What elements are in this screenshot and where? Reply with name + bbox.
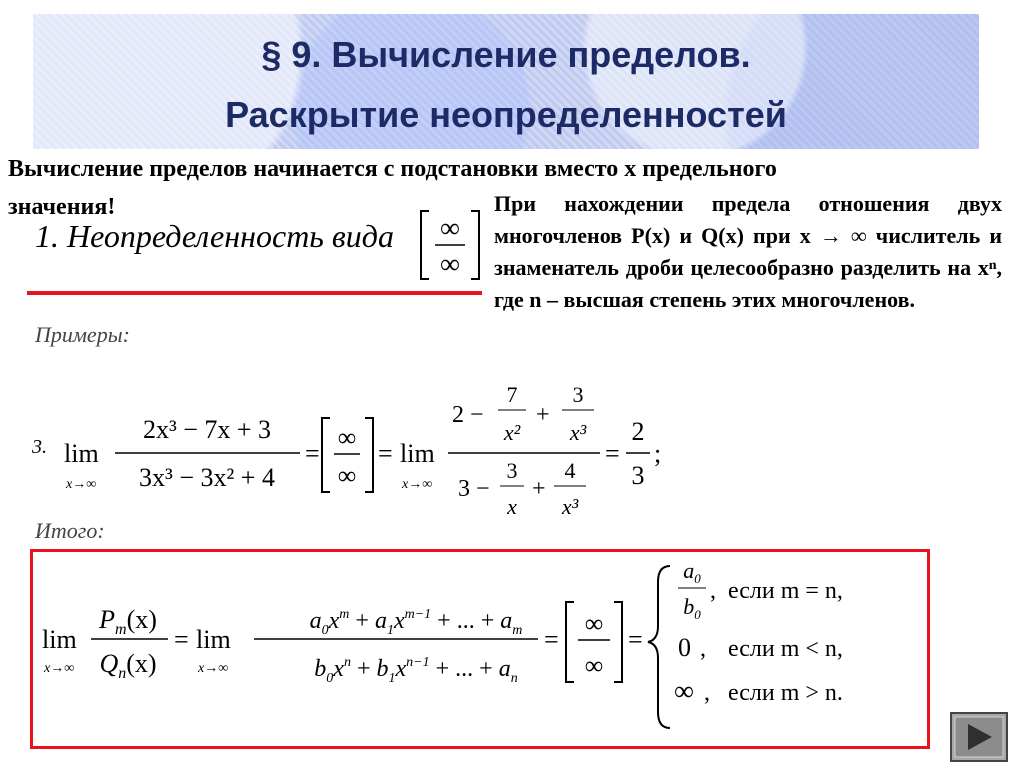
case3-condition: если m > n. [728, 680, 843, 706]
example-numerator: 2x³ − 7x + 3 [142, 415, 272, 444]
title-banner [33, 14, 979, 149]
svg-text:7: 7 [506, 382, 518, 407]
svg-text:b0xn + b1xn−1 + ... + an: $b_0x^n + b_1x^{n-1}$ + ... + $a_n$ [314, 655, 518, 686]
svg-text:x: x [507, 494, 517, 519]
svg-text:2 −: 2 − [452, 402, 484, 428]
intro-line2: значения! [8, 194, 116, 220]
svg-text:x³: x³ [561, 494, 579, 519]
svg-text:=: = [544, 625, 559, 654]
play-triangle-icon [950, 712, 1008, 762]
indeterminate-form-bracket [415, 205, 485, 285]
section-heading: 1. Неопределенность вида [35, 218, 394, 254]
red-underline [27, 291, 482, 295]
svg-text:,: , [700, 636, 706, 662]
svg-text:x→∞: x→∞ [44, 661, 75, 676]
intro-text [8, 153, 1018, 220]
svg-text:∞: ∞ [584, 609, 604, 638]
svg-text:∞: ∞ [584, 651, 604, 680]
svg-text:3: 3 [572, 382, 584, 407]
svg-text:3: 3 [631, 461, 645, 490]
svg-text:3: 3 [506, 458, 518, 483]
lim-sub: x→∞ [66, 477, 97, 492]
lim-text: lim [64, 439, 99, 468]
svg-text:b0: $b_0$ [683, 594, 701, 622]
svg-text:2: 2 [631, 417, 645, 446]
svg-text:x³: x³ [569, 420, 587, 445]
case2-condition: если m < n, [728, 636, 843, 662]
svg-text:,: , [710, 578, 716, 604]
equals-1: = [305, 439, 320, 468]
svg-text:=: = [605, 439, 620, 468]
summary-formula [36, 552, 916, 746]
svg-text:∞: ∞ [674, 676, 694, 707]
svg-text:+: + [536, 402, 550, 428]
svg-text:Qn(x): $Q_n(x)$ [99, 649, 157, 682]
example-formula [60, 380, 680, 530]
svg-text:lim: lim [42, 625, 77, 654]
page-title-line1: § 9. Вычисление пределов. [261, 34, 751, 75]
bracket-numerator: ∞ [440, 213, 460, 244]
svg-text:∞: ∞ [337, 423, 357, 452]
svg-text:x²: x² [503, 420, 521, 445]
svg-text:Pm(x): $P_m(x)$ [99, 605, 157, 638]
example-denominator: 3x³ − 3x² + 4 [139, 463, 275, 492]
svg-text:4: 4 [564, 458, 576, 483]
svg-text:,: , [704, 680, 710, 706]
svg-text:lim: lim [196, 625, 231, 654]
svg-text:x→∞: x→∞ [198, 661, 229, 676]
svg-text:=: = [174, 625, 189, 654]
examples-label: Примеры: [35, 322, 130, 347]
case1-condition: если m = n, [728, 578, 843, 604]
next-slide-button[interactable] [950, 712, 1008, 762]
svg-text:a0xm + a1xm−1 + ... + am: $a_0x^m + a_1x^{m-1}$ + ... + $a_m$ [309, 607, 523, 638]
method-note: При нахождении предела отношения двух многочленов P(x) и Q(x) при x → ∞ числитель и знаменатель дроби целесообразно разделить на xⁿ, где n – высшая степень этих многочленов. [494, 191, 1002, 312]
svg-text:=: = [378, 439, 393, 468]
svg-text:+: + [532, 476, 546, 502]
page-title-line2: Раскрытие неопределенностей [225, 94, 787, 135]
svg-text:=: = [628, 625, 643, 654]
svg-text:3 −: 3 − [458, 476, 490, 502]
example-number: 3. [32, 436, 47, 458]
intro-line1: Вычисление пределов начинается с подстановки вместо x предельного [8, 156, 777, 182]
svg-text:a0: $a_0$ [683, 558, 701, 586]
svg-text:∞: ∞ [337, 461, 357, 490]
total-label: Итого: [35, 518, 105, 543]
svg-text:lim: lim [400, 439, 435, 468]
svg-text:0: 0 [678, 633, 691, 662]
bracket-denominator: ∞ [440, 249, 460, 280]
svg-text:x→∞: x→∞ [402, 477, 433, 492]
svg-text:;: ; [654, 439, 662, 468]
